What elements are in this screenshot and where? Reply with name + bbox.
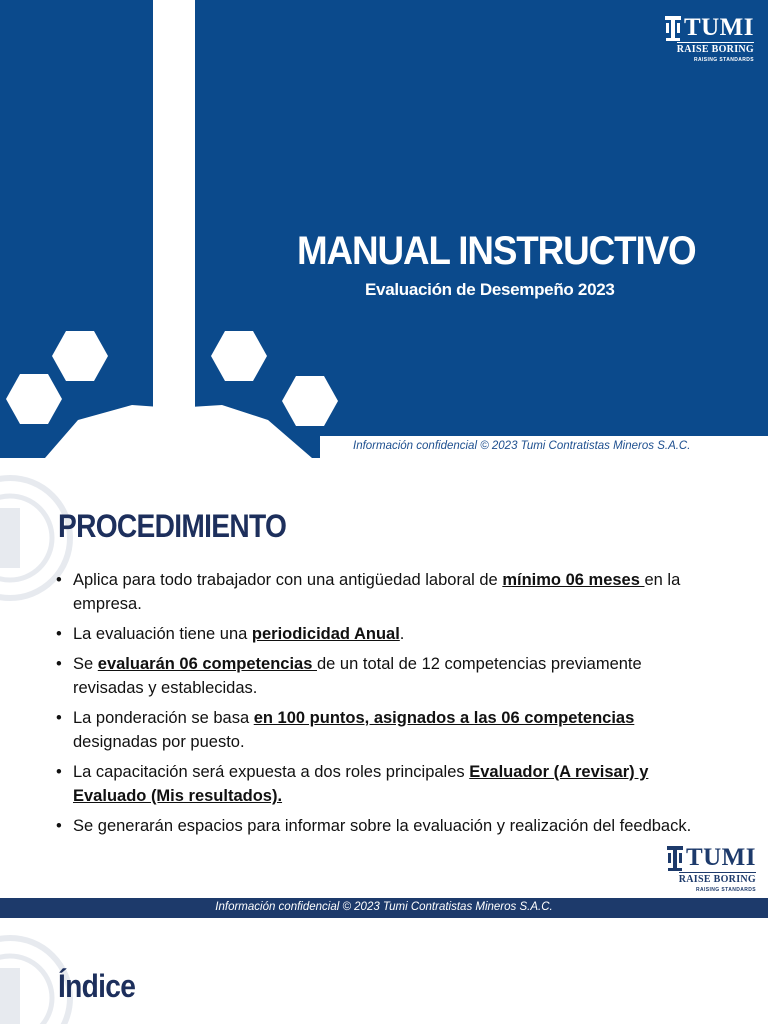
- confidential-text: Información confidencial © 2023 Tumi Contratistas Mineros S.A.C.: [353, 440, 691, 452]
- list-item: • La capacitación será expuesta a dos roles principales Evaluador (A revisar) y Evaluado (Mis resultados).: [56, 760, 716, 808]
- tumi-logo: [664, 14, 754, 63]
- index-title: Índice: [58, 968, 136, 1004]
- logo-tagline: RAISING STANDARDS: [693, 57, 754, 63]
- list-item: • Se generarán espacios para informar sobre la evaluación y realización del feedback.: [56, 814, 716, 838]
- hexagon-shape: [282, 376, 338, 426]
- list-item: • La ponderación se basa en 100 puntos, asignados a las 06 competencias designadas por puesto.: [56, 706, 716, 754]
- tumi-emblem-icon: [664, 14, 682, 42]
- list-item: • Se evaluarán 06 competencias de un total de 12 competencias previamente revisadas y establecidas.: [56, 652, 716, 700]
- logo-subtitle: RAISE BORING: [678, 874, 756, 885]
- logo-name: TUMI: [683, 14, 754, 41]
- tumi-emblem-icon: [666, 844, 684, 872]
- footer-confidential-text: Información confidencial © 2023 Tumi Contratistas Mineros S.A.C.: [215, 901, 553, 913]
- hexagon-shape: [211, 331, 267, 381]
- tumi-logo: [666, 844, 756, 893]
- section-title: PROCEDIMIENTO: [58, 508, 287, 544]
- logo-subtitle: RAISE BORING: [676, 44, 754, 55]
- procedure-slide: [0, 458, 768, 918]
- cover-title: MANUAL INSTRUCTIVO: [297, 229, 696, 273]
- list-item: • Aplica para todo trabajador con una antigüedad laboral de mínimo 06 meses en la empresa.: [56, 568, 716, 616]
- confidential-banner: [320, 436, 768, 458]
- list-item: • La evaluación tiene una periodicidad Anual.: [56, 622, 716, 646]
- logo-tagline: RAISING STANDARDS: [695, 887, 756, 893]
- hexagon-shape: [52, 331, 108, 381]
- cover-subtitle: Evaluación de Desempeño 2023: [365, 280, 615, 299]
- vertical-bar: [153, 0, 195, 420]
- cover-slide: [0, 0, 768, 458]
- hexagon-shape: [6, 374, 62, 424]
- index-slide: [0, 918, 768, 1024]
- footer-bar: [0, 898, 768, 918]
- procedure-list: [56, 568, 716, 844]
- logo-name: TUMI: [685, 844, 756, 871]
- base-shape: [45, 405, 312, 458]
